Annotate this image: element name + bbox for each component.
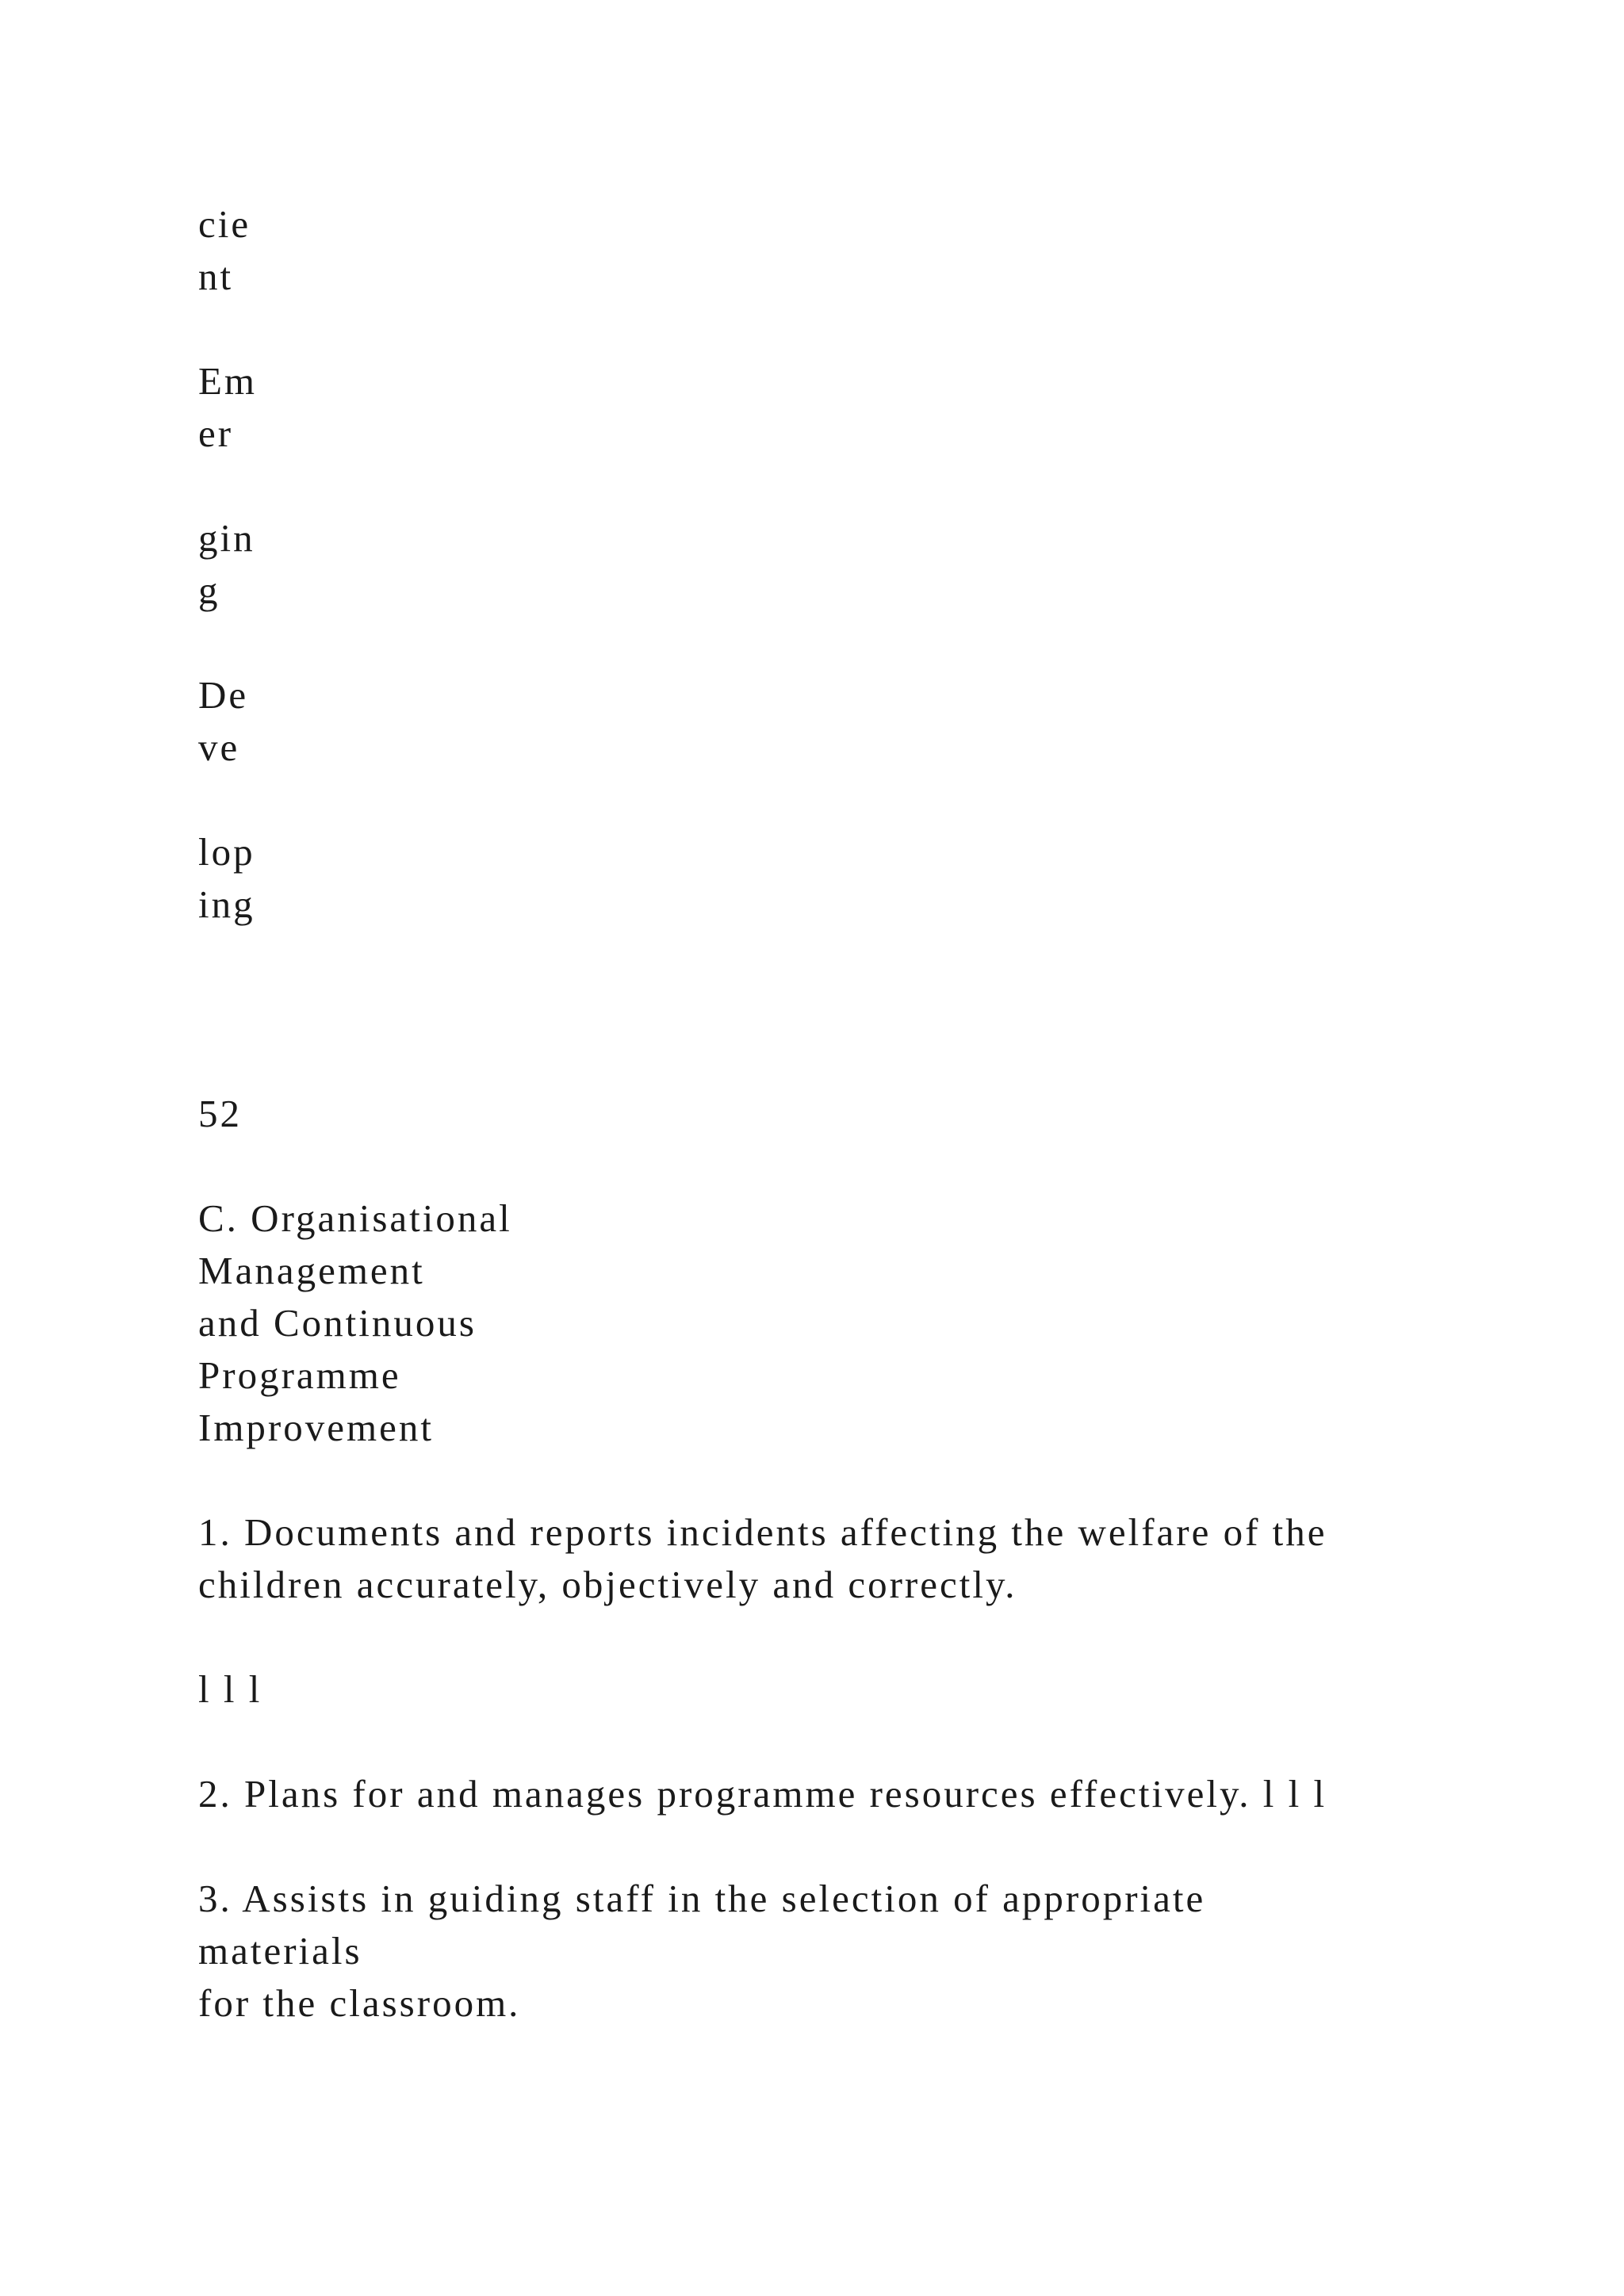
criterion-item-3-line: materials <box>198 1929 362 1973</box>
section-heading-line: Improvement <box>198 1406 434 1449</box>
rating-fragment: cie <box>198 202 251 246</box>
criterion-item-1-ratings: l l l <box>198 1667 262 1711</box>
criterion-item-2-line: 2. Plans for and manages programme resources effectively. l l l <box>198 1772 1327 1816</box>
page-number: 52 <box>198 1092 242 1135</box>
rating-fragment: gin <box>198 516 255 560</box>
section-heading-line: C. Organisational <box>198 1196 512 1240</box>
section-heading-line: Management <box>198 1249 425 1292</box>
rating-fragment: Em <box>198 359 258 403</box>
criterion-item-3-line: for the classroom. <box>198 1981 521 2025</box>
rating-fragment: ve <box>198 725 240 769</box>
section-heading-line: and Continuous <box>198 1301 477 1345</box>
rating-fragment: er <box>198 411 234 455</box>
rating-fragment: lop <box>198 830 255 874</box>
criterion-item-3-line: 3. Assists in guiding staff in the selection of appropriate <box>198 1877 1206 1920</box>
rating-fragment: ing <box>198 882 255 926</box>
criterion-item-1-line: 1. Documents and reports incidents affecting the welfare of the <box>198 1510 1327 1554</box>
rating-fragment: De <box>198 673 249 717</box>
criterion-item-1-line: children accurately, objectively and correctly. <box>198 1563 1017 1606</box>
rating-fragment: nt <box>198 254 234 298</box>
section-heading-line: Programme <box>198 1353 401 1397</box>
rating-fragment: g <box>198 568 220 612</box>
